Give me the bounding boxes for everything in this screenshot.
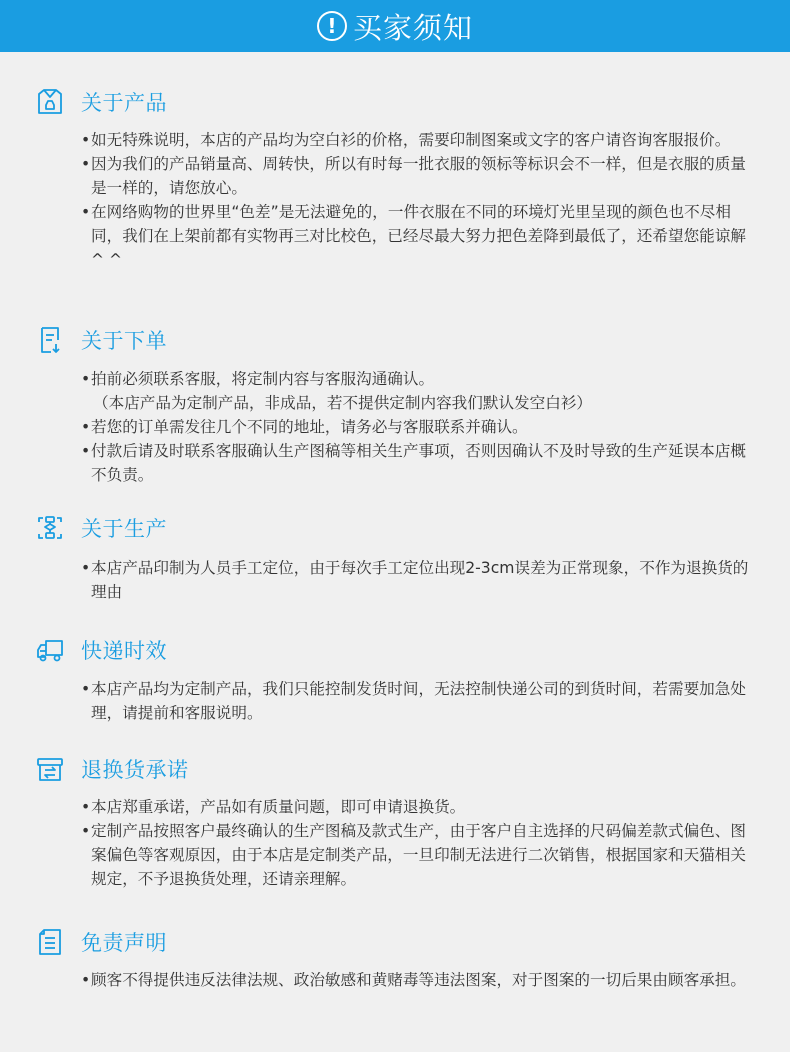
section-title: 关于生产 <box>81 517 167 541</box>
list-item: • 如无特殊说明，本店的产品均为空白衫的价格，需要印制图案或文字的客户请咨询客服报价。 <box>81 131 731 149</box>
section-about-production <box>34 510 754 604</box>
header-banner <box>0 0 790 52</box>
list-item: • 顾客不得提供违反法律法规、政治敏感和黄赌毒等违法图案，对于图案的一切后果由顾客承担。 <box>81 971 746 989</box>
section-return-policy <box>34 751 754 891</box>
list-item: • 付款后请及时联系客服确认生产图稿等相关生产事项，否则因确认不及时导致的生产延误本店概不负责。 <box>81 442 746 484</box>
section-title: 退换货承诺 <box>81 758 189 782</box>
page-title: 买家须知 <box>352 10 473 45</box>
order-document-icon <box>34 324 66 356</box>
section-delivery-time <box>34 632 754 725</box>
list-item: • 本店产品印制为人员手工定位，由于每次手工定位出现2-3cm误差为正常现象，不作为退换货的理由 <box>81 559 749 601</box>
disclaimer-document-icon <box>34 926 66 958</box>
section-about-ordering <box>34 322 754 487</box>
list-item: • 在网络购物的世界里“色差”是无法避免的，一件衣服在不同的环境灯光里呈现的颜色也不尽相同，我们在上架前都有实物再三对比校色，已经尽最大努力把色差降到最低了，还希望您能谅解^ ^ <box>81 203 746 269</box>
section-title: 快递时效 <box>81 639 167 663</box>
note-text: （本店产品为定制产品，非成品，若不提供定制内容我们默认发空白衫） <box>93 394 593 412</box>
list-item: • 若您的订单需发往几个不同的地址，请务必与客服联系并确认。 <box>81 418 528 436</box>
exchange-box-icon <box>34 753 66 785</box>
production-flow-icon <box>34 512 66 544</box>
exclamation-circle-icon: ! <box>317 11 347 41</box>
section-about-products <box>34 84 754 272</box>
delivery-truck-icon <box>34 634 66 666</box>
section-title: 免责声明 <box>81 931 167 955</box>
shirt-icon <box>34 86 66 118</box>
section-title: 关于产品 <box>81 91 167 115</box>
list-item: • 因为我们的产品销量高、周转快，所以有时每一批衣服的领标等标识会不一样，但是衣服的质量是一样的，请您放心。 <box>81 155 746 197</box>
list-item: • 定制产品按照客户最终确认的生产图稿及款式生产，由于客户自主选择的尺码偏差款式偏色、图案偏色等客观原因，由于本店是定制类产品，一旦印制无法进行二次销售，根据国家和天猫相关规定，不予退换货处理，还请亲理解。 <box>81 822 746 888</box>
section-disclaimer <box>34 924 754 992</box>
list-item: • 拍前必须联系客服，将定制内容与客服沟通确认。 <box>81 370 435 388</box>
list-item: • 本店郑重承诺，产品如有质量问题，即可申请退换货。 <box>81 798 466 816</box>
list-item: • 本店产品均为定制产品，我们只能控制发货时间，无法控制快递公司的到货时间，若需要加急处理，请提前和客服说明。 <box>81 680 746 722</box>
section-title: 关于下单 <box>81 329 167 353</box>
